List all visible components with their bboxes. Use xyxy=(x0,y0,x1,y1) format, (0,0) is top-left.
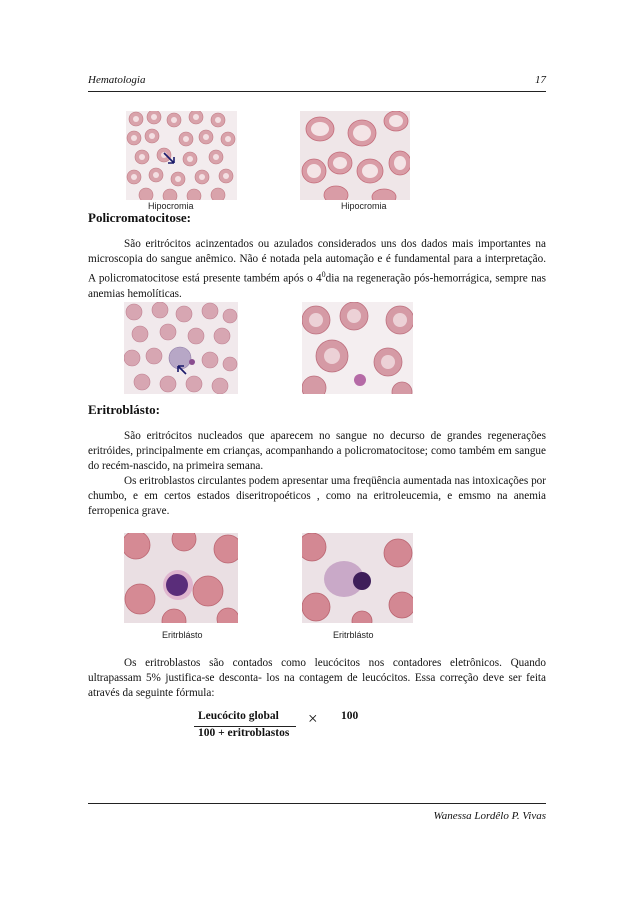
paragraph-policromatocitose xyxy=(88,237,546,302)
caption-eritroblasto-right: Eritrblásto xyxy=(333,630,374,640)
eritroblasto-paragraph-2: Os eritroblastos circulantes podem apresentar uma freqüência aumentada nas intoxicações por chumbo, e em certos estados diseritropoéticos , como na eritroleucemia, e emsmo na anemia ferropenica grave. xyxy=(88,475,546,517)
policromatocitose-image-right xyxy=(302,302,413,394)
eritroblasto-image-right xyxy=(302,533,413,623)
formula-denominator: 100 + eritroblastos xyxy=(198,727,290,739)
caption-eritroblasto-left: Eritrblásto xyxy=(162,630,203,640)
heading-policromatocitose: Policromatocitose: xyxy=(88,210,191,225)
paragraph-contagem xyxy=(88,656,546,701)
policromatocitose-text-tail: dia na regeneração pós-hemorrágica, sempre nas anemias hemolíticas. xyxy=(88,272,546,300)
paragraph-eritroblasto xyxy=(88,429,546,519)
formula-multiply-operator: × xyxy=(308,709,318,728)
policromatocitose-text: São eritrócitos acinzentados ou azulados considerados uns dos dados mais importantes na microscopia do sangue anêmico. Não é notada pela automação e é fundamental para a interpretação. A policromatocitose está presente também após o 4 xyxy=(88,238,546,285)
footer-rule xyxy=(88,803,546,804)
header-title: Hematologia xyxy=(88,74,146,86)
heading-eritroblasto: Eritroblásto: xyxy=(88,402,160,417)
page-number: 17 xyxy=(535,74,546,86)
superscript-degree: 0 xyxy=(321,270,326,279)
formula-multiplier: 100 xyxy=(341,710,359,722)
policromatocitose-image-left xyxy=(124,302,238,394)
footer-author: Wanessa Lordêlo P. Vivas xyxy=(433,810,546,822)
header-rule xyxy=(88,91,546,92)
formula-numerator: Leucócito global xyxy=(198,710,279,722)
contagem-text: Os eritroblastos são contados como leucócitos nos contadores eletrônicos. Quando ultrapassam 5% justifica-se desconta- los na contagem de leucócitos. Essa correção deve ser feita através da seguinte fórmula: xyxy=(88,657,546,699)
eritroblasto-image-left xyxy=(124,533,238,623)
hipocromia-image-left xyxy=(126,111,237,200)
caption-hipocromia-right: Hipocromia xyxy=(341,201,387,211)
eritroblasto-paragraph-1: São eritrócitos nucleados que aparecem no sangue no decurso de grandes regenerações eritróides, principalmente em crianças, acompanhando a policromatocitose; como também em sangue do recém-nascido, na primeira semana. xyxy=(88,430,546,472)
caption-hipocromia-left: Hipocromia xyxy=(148,201,194,211)
hipocromia-image-right xyxy=(300,111,410,200)
